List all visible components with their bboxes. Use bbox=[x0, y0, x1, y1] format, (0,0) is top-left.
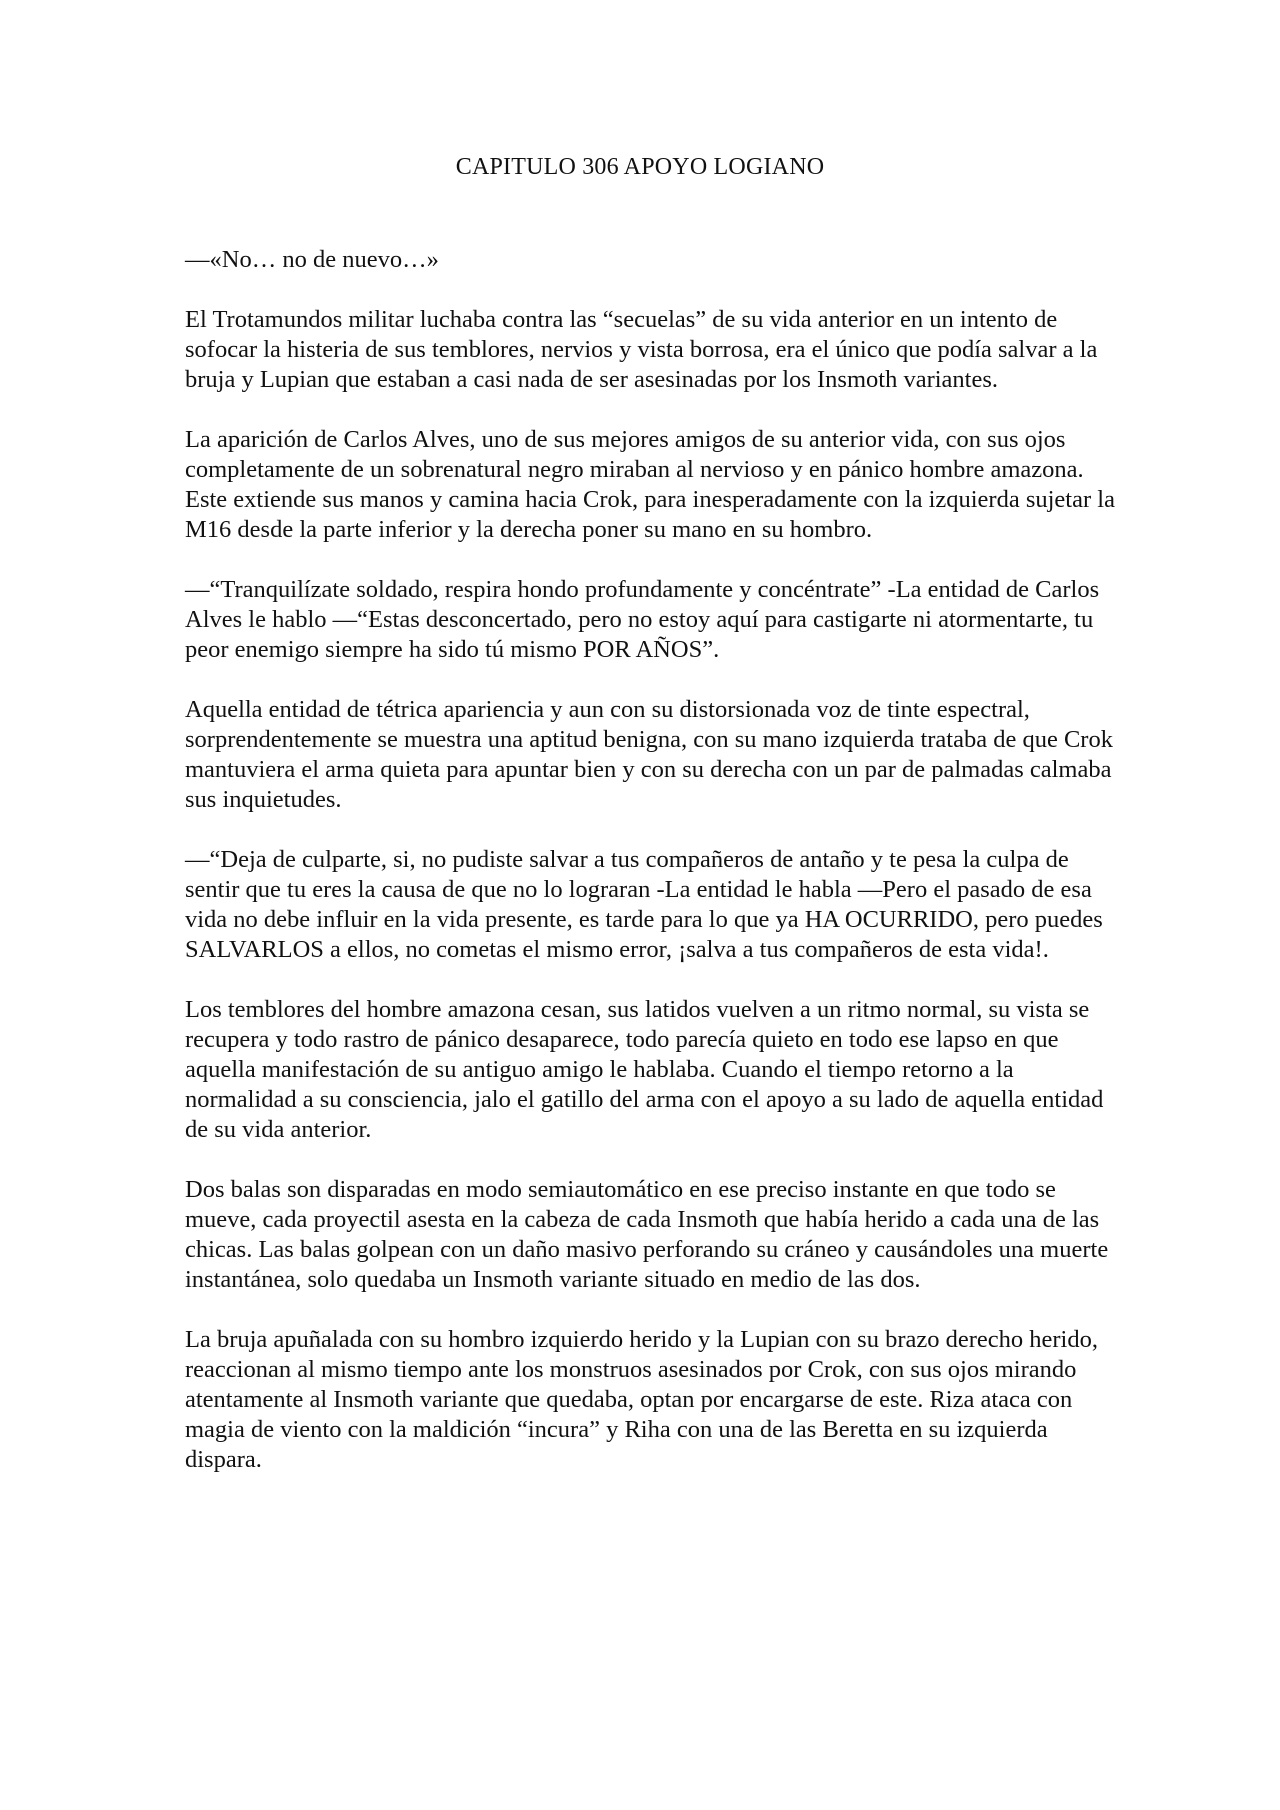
paragraph: —«No… no de nuevo…» bbox=[185, 246, 439, 273]
paragraph: La bruja apuñalada con su hombro izquierdo herido y la Lupian con su brazo derecho herido, reaccionan al mismo tiempo ante los monstruos asesinados por Crok, con sus ojos mirando atentamente al Insmoth variante que quedaba, optan por encargarse de este. Riza ataca con magia de viento con la maldición “incura” y Riha con una de las Beretta en su izquierda dispara. bbox=[185, 1326, 1098, 1473]
paragraph: Aquella entidad de tétrica apariencia y aun con su distorsionada voz de tinte espectral, sorprendentemente se muestra una aptitud benigna, con su mano izquierda trataba de que Crok mantuviera el arma quieta para apuntar bien y con su derecha con un par de palmadas calmaba sus inquietudes. bbox=[185, 696, 1113, 813]
paragraph: Dos balas son disparadas en modo semiautomático en ese preciso instante en que todo se mueve, cada proyectil asesta en la cabeza de cada Insmoth que había herido a cada una de las chicas. Las balas golpean con un daño masivo perforando su cráneo y causándoles una muerte instantánea, solo quedaba un Insmoth variante situado en medio de las dos. bbox=[185, 1176, 1109, 1293]
paragraph: —“Deja de culparte, si, no pudiste salvar a tus compañeros de antaño y te pesa la culpa de sentir que tu eres la causa de que no lo lograran -La entidad le habla —Pero el pasado de esa vida no debe influir en la vida presente, es tarde para lo que ya HA OCURRIDO, pero puedes SALVARLOS a ellos, no cometas el mismo error, ¡salva a tus compañeros de esta vida!. bbox=[185, 846, 1103, 963]
chapter-title: CAPITULO 306 APOYO LOGIANO bbox=[455, 154, 825, 180]
paragraph: La aparición de Carlos Alves, uno de sus mejores amigos de su anterior vida, con sus ojos completamente de un sobrenatural negro miraban al nervioso y en pánico hombre amazona. Este extiende sus manos y camina hacia Crok, para inesperadamente con la izquierda sujetar la M16 desde la parte inferior y la derecha poner su mano en su hombro. bbox=[185, 426, 1115, 543]
paragraph: —“Tranquilízate soldado, respira hondo profundamente y concéntrate” -La entidad de Carlos Alves le hablo —“Estas desconcertado, pero no estoy aquí para castigarte ni atormentarte, tu peor enemigo siempre ha sido tú mismo POR AÑOS”. bbox=[185, 576, 1100, 663]
chapter-body bbox=[185, 245, 1115, 1505]
paragraph: El Trotamundos militar luchaba contra las “secuelas” de su vida anterior en un intento de sofocar la histeria de sus temblores, nervios y vista borrosa, era el único que podía salvar a la bruja y Lupian que estaban a casi nada de ser asesinadas por los Insmoth variantes. bbox=[185, 306, 1098, 393]
paragraph: Los temblores del hombre amazona cesan, sus latidos vuelven a un ritmo normal, su vista se recupera y todo rastro de pánico desaparece, todo parecía quieto en todo ese lapso en que aquella manifestación de su antiguo amigo le hablaba. Cuando el tiempo retorno a la normalidad a su consciencia, jalo el gatillo del arma con el apoyo a su lado de aquella entidad de su vida anterior. bbox=[185, 996, 1104, 1143]
